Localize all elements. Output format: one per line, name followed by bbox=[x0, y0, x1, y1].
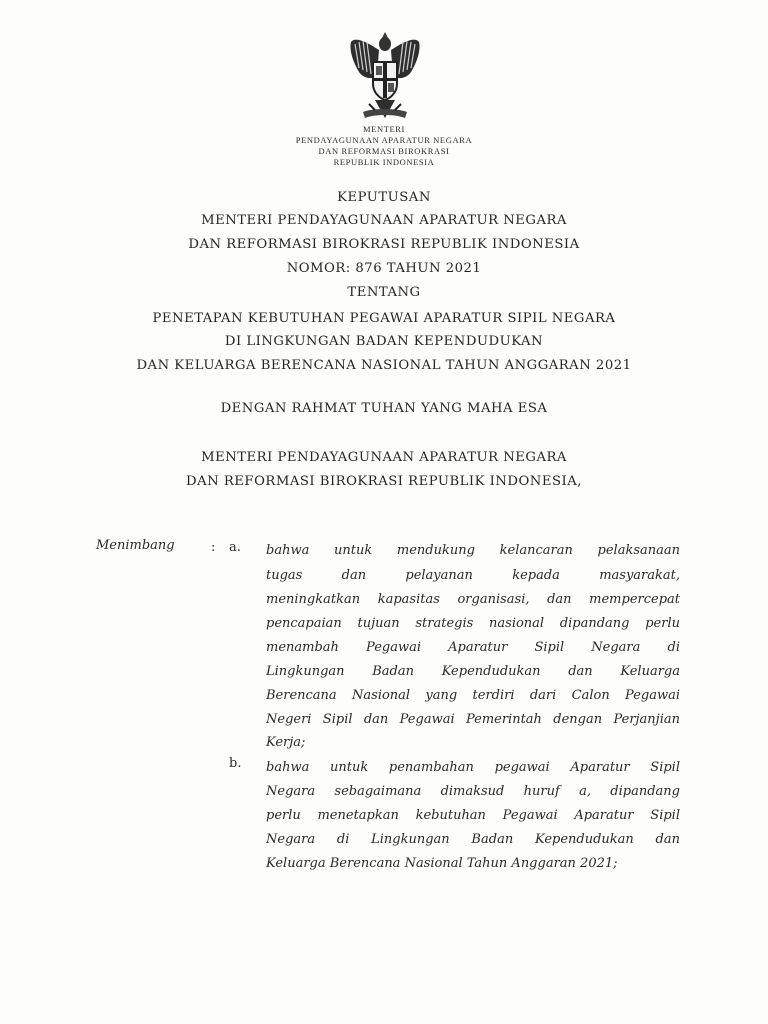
header-line-republic: REPUBLIK INDONESIA bbox=[333, 157, 435, 167]
official-line-1: MENTERI PENDAYAGUNAAN APARATUR NEGARA bbox=[201, 450, 567, 465]
item-b-line-5: Keluarga Berencana Nasional Tahun Anggaran 2021; bbox=[266, 856, 618, 871]
title-about: TENTANG bbox=[347, 285, 421, 300]
item-a-line-6: Lingkungan Badan Kependudukan dan Keluarga bbox=[266, 664, 680, 679]
item-b-marker: b. bbox=[229, 756, 242, 771]
considering-colon: : bbox=[211, 540, 216, 555]
item-a-line-3: meningkatkan kapasitas organisasi, dan mempercepat bbox=[266, 592, 680, 607]
title-decision: KEPUTUSAN bbox=[337, 190, 431, 205]
considering-label: Menimbang bbox=[96, 538, 175, 553]
item-b-line-3: perlu menetapkan kebutuhan Pegawai Aparatur Sipil bbox=[266, 808, 680, 823]
item-b-line-1: bahwa untuk penambahan pegawai Aparatur Sipil bbox=[266, 760, 680, 775]
item-a-line-1: bahwa untuk mendukung kelancaran pelaksanaan bbox=[266, 543, 680, 558]
title-reform: DAN REFORMASI BIROKRASI REPUBLIK INDONESIA bbox=[188, 237, 580, 252]
item-a-line-9: Kerja; bbox=[266, 735, 306, 750]
garuda-emblem-icon bbox=[345, 28, 425, 126]
item-a-line-7: Berencana Nasional yang terdiri dari Calon Pegawai bbox=[266, 688, 680, 703]
item-b-line-2: Negara sebagaimana dimaksud huruf a, dipandang bbox=[266, 784, 680, 799]
header-line-reform: DAN REFORMASI BIROKRASI bbox=[318, 146, 450, 156]
item-a-line-2: tugas dan pelayanan kepada masyarakat, bbox=[266, 568, 680, 583]
item-a-line-4: pencapaian tujuan strategis nasional dipandang perlu bbox=[266, 616, 680, 631]
title-subject-line-2: DI LINGKUNGAN BADAN KEPENDUDUKAN bbox=[224, 334, 544, 349]
item-b-line-4: Negara di Lingkungan Badan Kependudukan dan bbox=[266, 832, 680, 847]
header-line-minister: MENTERI bbox=[363, 124, 405, 134]
title-subject-line-1: PENETAPAN KEBUTUHAN PEGAWAI APARATUR SIPIL NEGARA bbox=[152, 311, 616, 326]
header-line-ministry: PENDAYAGUNAAN APARATUR NEGARA bbox=[295, 135, 473, 145]
item-a-marker: a. bbox=[229, 540, 241, 555]
title-number: NOMOR: 876 TAHUN 2021 bbox=[286, 261, 482, 276]
title-minister: MENTERI PENDAYAGUNAAN APARATUR NEGARA bbox=[201, 213, 567, 228]
title-subject-line-3: DAN KELUARGA BERENCANA NASIONAL TAHUN ANGGARAN 2021 bbox=[136, 358, 632, 373]
item-a-line-5: menambah Pegawai Aparatur Sipil Negara di bbox=[266, 640, 680, 655]
official-line-2: DAN REFORMASI BIROKRASI REPUBLIK INDONESIA, bbox=[186, 474, 582, 489]
item-a-line-8: Negeri Sipil dan Pegawai Pemerintah dengan Perjanjian bbox=[266, 712, 680, 727]
blessing-line: DENGAN RAHMAT TUHAN YANG MAHA ESA bbox=[220, 401, 548, 416]
